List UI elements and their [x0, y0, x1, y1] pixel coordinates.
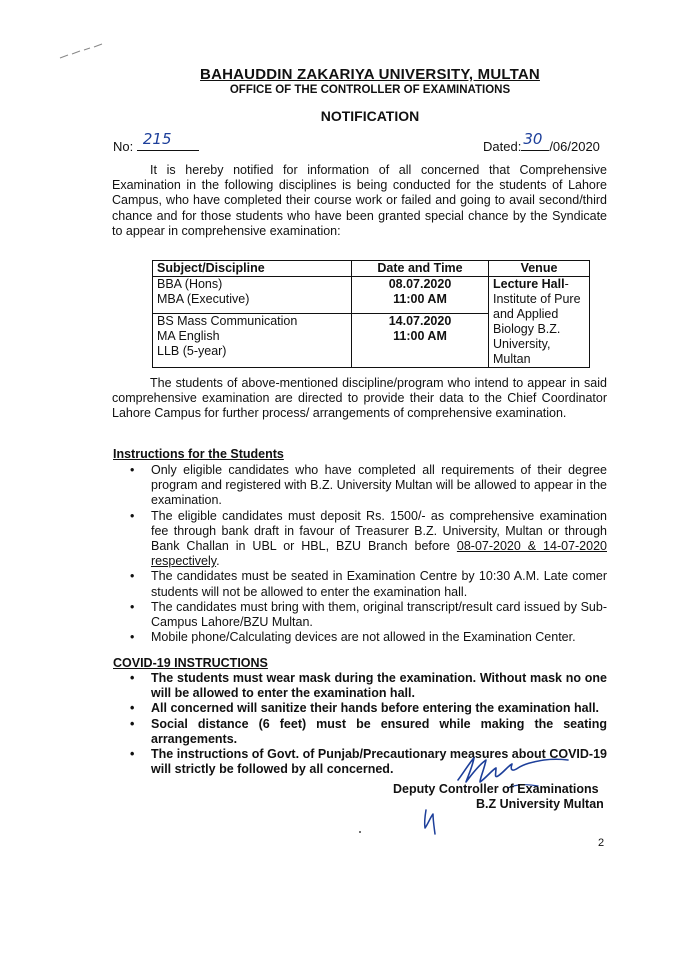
- bullet-icon: •: [130, 599, 135, 614]
- subject-item: BS Mass Communication: [157, 313, 298, 328]
- instruction-text: The candidates must be seated in Examination Centre by 10:30 A.M. Late comer students will not be allowed to enter the examination hall.: [151, 569, 607, 599]
- dated-rest: /06/2020: [549, 139, 600, 154]
- date-line: [521, 130, 549, 151]
- exam-time: 11:00 AM: [393, 328, 447, 343]
- instructions-list: [130, 463, 607, 645]
- covid-text: Social distance (6 feet) must be ensured while making the seating arrangements.: [151, 716, 607, 746]
- exam-date: 08.07.2020: [388, 277, 452, 291]
- venue-dash: -: [564, 277, 569, 291]
- list-item: [130, 509, 607, 570]
- ink-dot: [359, 831, 361, 833]
- deadline-dates: 08-07-2020 & 14-07-2020 respectively: [151, 539, 607, 569]
- venue-cell: [489, 277, 590, 368]
- instruction-text: Only eligible candidates who have completed all requirements of their degree program and registered with B.Z. University Multan will be allowed to appear in the examination.: [151, 463, 607, 508]
- page-number: 2: [598, 837, 605, 849]
- subject-item: MA English: [157, 328, 220, 343]
- covid-heading: COVID-19 INSTRUCTIONS: [113, 656, 268, 670]
- list-item: [130, 701, 607, 716]
- list-item: [130, 717, 607, 747]
- bullet-icon: •: [130, 701, 135, 716]
- subject-item: LLB (5-year): [157, 343, 227, 358]
- subject-item: MBA (Executive): [157, 292, 250, 306]
- no-value: 215: [142, 130, 172, 148]
- list-item: [130, 569, 607, 599]
- bullet-icon: •: [130, 463, 135, 477]
- instructions-heading: Instructions for the Students: [113, 447, 284, 461]
- scribble-mark: [58, 42, 108, 64]
- list-item: [130, 463, 607, 509]
- university-name: BAHAUDDIN ZAKARIYA UNIVERSITY, MULTAN: [200, 66, 540, 83]
- bullet-icon: •: [130, 569, 135, 584]
- bullet-icon: •: [130, 630, 135, 645]
- header-date: Date and Time: [352, 261, 489, 277]
- venue-details: Institute of Pure and Applied Biology B.Z. University, Multan: [493, 292, 581, 366]
- list-item: [130, 630, 607, 645]
- bullet-icon: •: [130, 747, 135, 762]
- exam-date: 14.07.2020: [388, 313, 452, 328]
- no-label: No:: [113, 139, 134, 154]
- subject-cell: [153, 277, 352, 314]
- intro-paragraph: It is hereby notified for information of all concerned that Comprehensive Examination in the following disciplines is being conducted for the students of Lahore Campus, who have completed their course work or failed and going to avail second/third chance and for those students who have been granted special chance by the Syndicate to appear in comprehensive examination:: [112, 163, 607, 238]
- covid-text: The instructions of Govt. of Punjab/Precautionary measures about COVID-19 will strictly be followed by all concerned.: [151, 747, 607, 777]
- bullet-icon: •: [130, 508, 135, 523]
- exam-schedule-table: [152, 260, 590, 368]
- subject-cell: [153, 313, 352, 367]
- directive-paragraph: The students of above-mentioned discipline/program who intend to appear in said comprehensive examination are directed to provide their data to the Chief Coordinator Lahore Campus for further process/ arrangements of comprehensive examination.: [112, 376, 607, 421]
- covid-text: All concerned will sanitize their hands before entering the examination hall.: [151, 701, 600, 716]
- bullet-icon: •: [130, 671, 135, 685]
- signatory-organization: B.Z University Multan: [476, 797, 604, 811]
- date-cell: [352, 313, 489, 367]
- instruction-text: The candidates must bring with them, original transcript/result card issued by Sub-Campus Lahore/BZU Multan.: [151, 599, 607, 630]
- office-name: OFFICE OF THE CONTROLLER OF EXAMINATIONS: [229, 84, 511, 96]
- bullet-icon: •: [130, 716, 135, 731]
- list-item: [130, 600, 607, 630]
- covid-text: The students must wear mask during the examination. Without mask no one will be allowed to enter the examination hall.: [151, 671, 607, 701]
- instruction-text: The eligible candidates must deposit Rs. 1500/- as comprehensive examination fee through bank draft in favour of Treasurer B.Z. University, Multan or through Bank Challan in UBL or HBL, BZU Branch before: [151, 508, 607, 554]
- signatory-title: Deputy Controller of Examinations: [393, 782, 599, 796]
- instruction-text: Mobile phone/Calculating devices are not allowed in the Examination Center.: [151, 630, 576, 645]
- instruction-end: .: [216, 554, 220, 569]
- header-venue: Venue: [489, 261, 590, 277]
- exam-time: 11:00 AM: [393, 292, 447, 306]
- dated: [483, 130, 600, 154]
- reference-number: [113, 130, 199, 154]
- header-subject: Subject/Discipline: [153, 261, 352, 277]
- date-cell: [352, 277, 489, 314]
- dated-label: Dated:: [483, 139, 522, 154]
- venue-title: Lecture Hall: [493, 277, 565, 291]
- table-row: [153, 277, 590, 314]
- list-item: [130, 671, 607, 701]
- table-header-row: [153, 261, 590, 277]
- dated-handwritten: 30: [523, 130, 543, 148]
- subject-item: BBA (Hons): [157, 277, 223, 291]
- no-line: [137, 130, 199, 151]
- notification-heading: NOTIFICATION: [320, 108, 420, 124]
